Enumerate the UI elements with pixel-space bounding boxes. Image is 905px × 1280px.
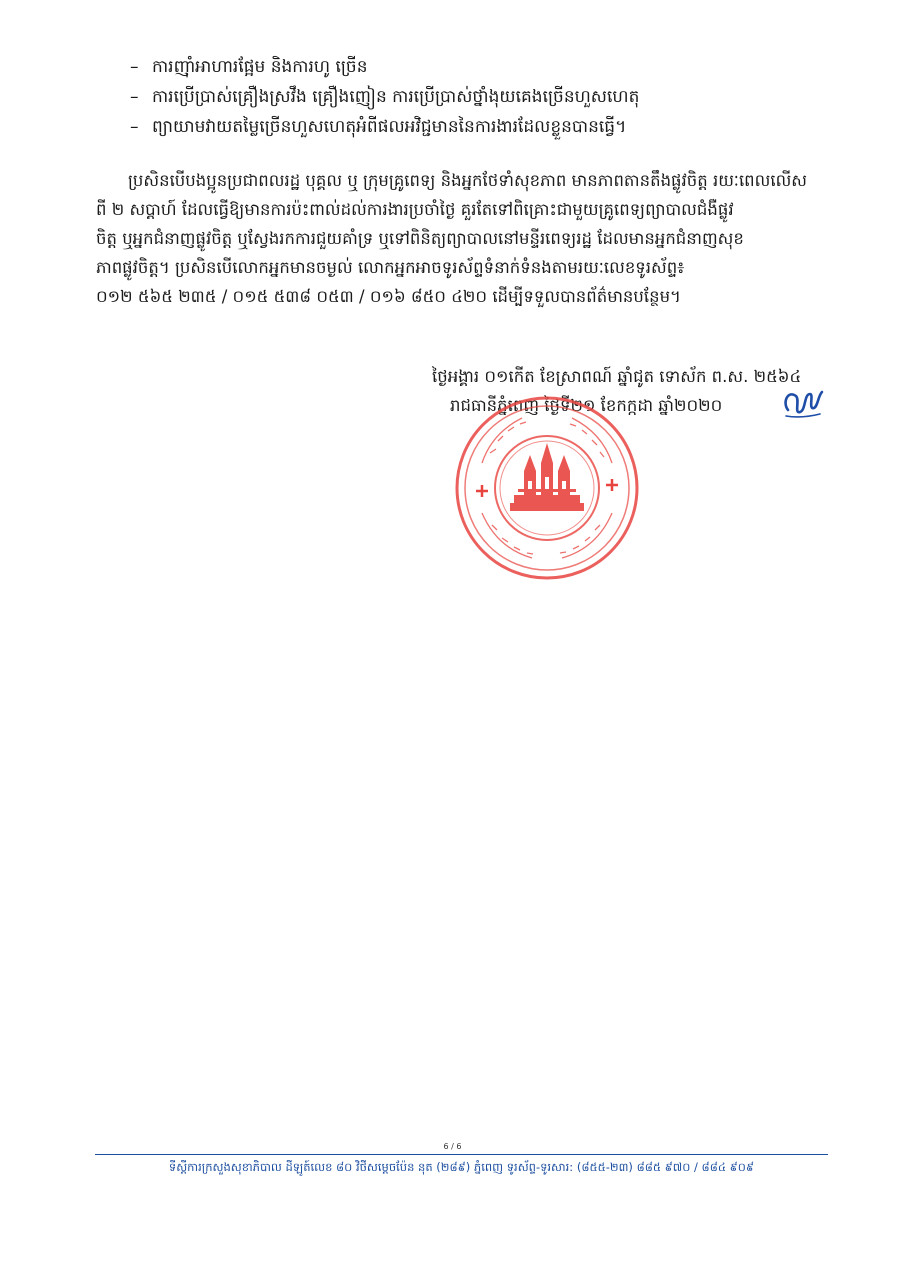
bullet-text: ព្យាយាមវាយតម្លៃច្រើនហួសហេតុអំពីផលអវិជ្ជមាននៃការងារដែលខ្លួនបានធ្វើ។	[152, 117, 627, 137]
footer-address: ទីស្តីការក្រសួងសុខាភិបាល ដីឡូត៍លេខ ៨០ វិថីសម្តេចប៉ែន នុត (២៨៩) ភ្នំពេញ ទូរស័ព្ទ-ទូរសារ: (៨៥៥-២៣) ៨៨៥ ៩៧០ / ៨៨៤ ៩០៩	[168, 1160, 755, 1174]
dash-icon: –	[130, 117, 139, 137]
paragraph-line: ចិត្ត ឬអ្នកជំនាញផ្លូវចិត្ត ឬស្វែងរកការជួយគាំទ្រ ឬទៅពិនិត្យព្យាបាលនៅមន្ទីរពេទ្យរដ្ឋ ដែលមានអ្នកជំនាញសុខ	[96, 229, 744, 248]
paragraph-line: ០១២ ៥៦៥ ២៣៥ / ០១៥ ៥៣៨ ០៥៣ / ០១៦ ៨៥០ ៤២០ ដើម្បីទទួលបានព័ត៌មានបន្ថែម។	[96, 287, 681, 306]
footer-divider	[95, 1154, 828, 1155]
bullet-item	[130, 112, 810, 142]
signature-icon	[778, 384, 828, 424]
bullet-list	[130, 52, 810, 142]
ministry-seal-icon	[452, 393, 642, 583]
dash-icon: –	[130, 87, 139, 107]
dash-icon: –	[130, 57, 139, 77]
paragraph-line: ពី ២ សប្តាហ៍ ដែលធ្វើឱ្យមានការប៉ះពាល់ដល់ការងារប្រចាំថ្ងៃ គួរតែទៅពិគ្រោះជាមួយគ្រូពេទ្យព្យាបាលជំងឺផ្លូវ	[96, 200, 734, 219]
lunar-date: ថ្ងៃអង្គារ ០១កើត ខែស្រាពណ៍ ឆ្នាំជូត ទោស័ក ព.ស. ២៥៦៤	[432, 367, 802, 386]
page-number: 6 / 6	[443, 1142, 462, 1151]
body-paragraph	[96, 166, 814, 311]
place-date: រាជធានីភ្នំពេញ ថ្ងៃទី២១ ខែកក្កដា ឆ្នាំ២០២០	[450, 396, 723, 415]
paragraph-line: ភាពផ្លូវចិត្ត។ ប្រសិនបើលោកអ្នកមានចម្ងល់ លោកអ្នកអាចទូរស័ព្ទទំនាក់ទំនងតាមរយៈលេខទូរស័ព្ទ៖	[96, 258, 685, 277]
bullet-item	[130, 82, 810, 112]
bullet-item	[130, 52, 810, 82]
bullet-text: ការញ៉ាំអាហារផ្អែម និងការហូ ច្រើន	[152, 57, 368, 77]
paragraph-line: ប្រសិនបើបងប្អូនប្រជាពលរដ្ឋ បុគ្គល ឬ ក្រុមគ្រូពេទ្យ និងអ្នកថែទាំសុខភាព មានភាពតានតឹងផ្លូវចិត្ត រយៈពេលលើស	[128, 171, 808, 190]
bullet-text: ការប្រើប្រាស់គ្រឿងស្រវឹង គ្រឿងញៀន ការប្រើប្រាស់ថ្នាំងុយគេងច្រើនហួសហេតុ	[152, 87, 640, 107]
